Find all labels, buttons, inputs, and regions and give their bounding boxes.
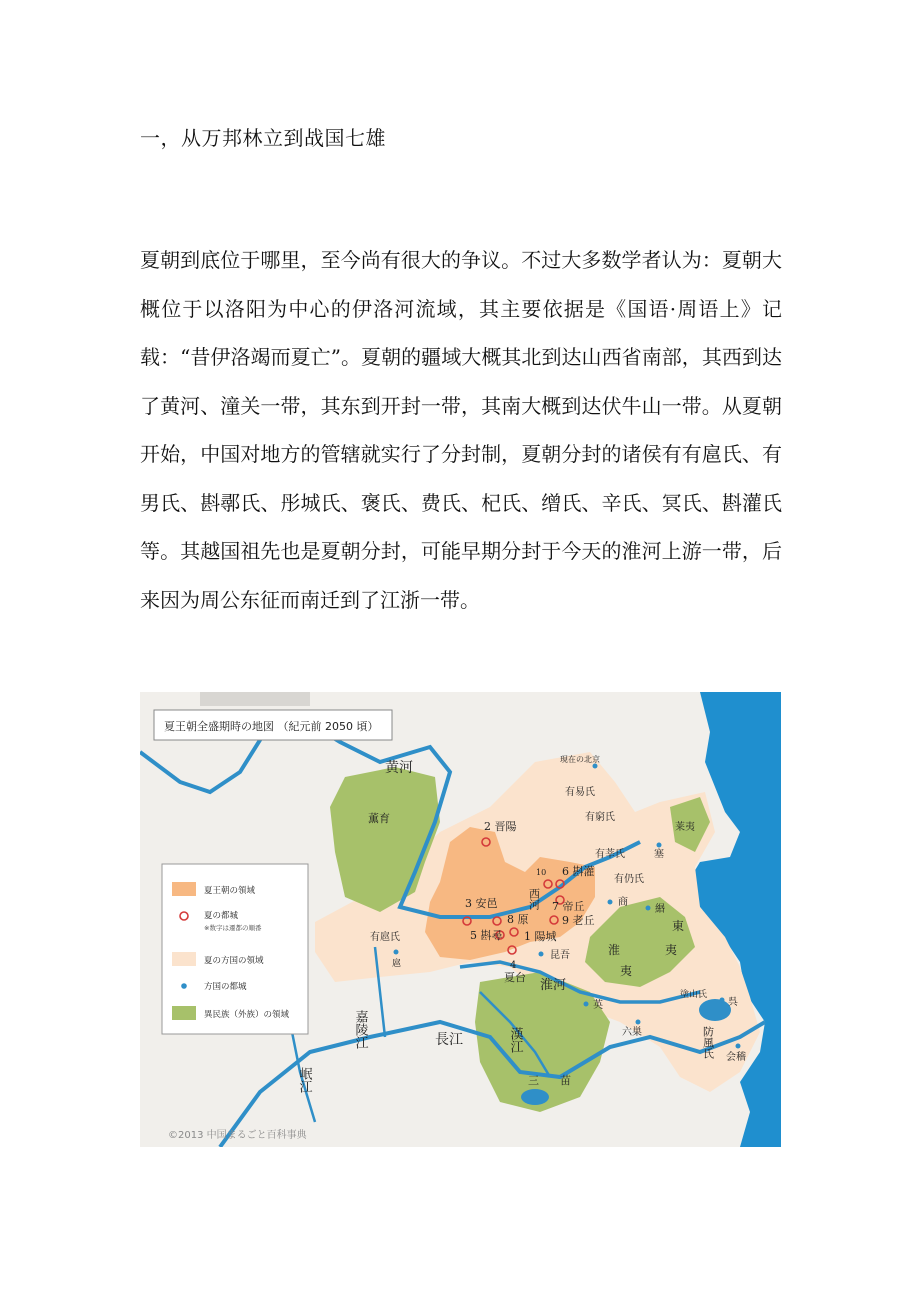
label-sanmiao-1: 三 [528, 1074, 539, 1087]
label-ying: 英 [593, 1000, 603, 1011]
capital-6-label: 6 斟灌 [562, 865, 595, 878]
label-wu: 呉 [728, 997, 738, 1008]
label-tushan: 塗山氏 [680, 990, 708, 1000]
legend-capital-note: ※数字は遷都の順番 [204, 924, 262, 932]
capital-4-num: 4 [510, 960, 517, 971]
legend-vassal-label: 夏の方国の領域 [204, 956, 264, 966]
legend-swatch-barbarian [172, 1006, 196, 1020]
wu-dot [720, 998, 725, 1003]
legend-barbarian-label: 異民族（外族）の領域 [204, 1010, 290, 1020]
map-copyright: ©2013 中国まるごと百科事典 [168, 1130, 307, 1141]
label-huaiyi: 淮 [608, 943, 621, 957]
legend-vassal-capital-icon [181, 983, 187, 989]
body-paragraph: 夏朝到底位于哪里，至今尚有很大的争议。不过大多数学者认为：夏朝大概位于以洛阳为中心的伊洛河流域，其主要依据是《国语·周语上》记载：“昔伊洛竭而夏亡”。夏朝的疆域大概其北到达山西省南部，其西到达了黄河、潼关一带，其东到开封一带，其南大概到达伏牛山一带。从夏朝开始，中国对地方的管辖就实行了分封制，夏朝分封的诸侯有有扈氏、有男氏、斟鄩氏、彤城氏、褒氏、费氏、杞氏、缯氏、辛氏、冥氏、斟灌氏等。其越国祖先也是夏朝分封，可能早期分封于今天的淮河上游一带，后来因为周公东征而南迁到了江浙一带。 [140, 248, 782, 612]
label-beijing: 現在の北京 [560, 755, 600, 764]
legend-swatch-xia [172, 882, 196, 896]
capital-4-name: 夏台 [504, 971, 526, 984]
label-youhu: 有扈氏 [370, 932, 400, 943]
legend-vassal-capital-label: 方国の都城 [204, 982, 247, 992]
sai-dot [657, 843, 662, 848]
capital-3-label: 3 安邑 [465, 897, 498, 910]
label-youqiong: 有窮氏 [585, 812, 615, 823]
label-huaihe: 淮河 [540, 978, 567, 993]
label-hu: 扈 [392, 959, 402, 969]
map-top-strip [200, 692, 310, 706]
label-huanghe: 黄河 [385, 760, 413, 776]
label-kunwu: 昆吾 [550, 950, 570, 961]
label-jialingjiang: 嘉陵江 [352, 1010, 368, 1049]
label-sai: 塞 [654, 849, 664, 860]
label-yi: 夷 [665, 943, 678, 957]
label-youshen: 有莘氏 [595, 849, 625, 860]
label-laiyi: 莱夷 [675, 822, 695, 833]
taihu-lake [699, 999, 731, 1021]
capital-2-label: 2 晋陽 [484, 820, 517, 833]
label-shang: 商 [618, 897, 628, 908]
map-title: 夏王朝全盛期時の地図 （紀元前 2050 頃） [164, 720, 379, 733]
label-hanjiang: 漢江 [507, 1027, 523, 1053]
label-youreng: 有仍氏 [614, 874, 644, 885]
ying-dot [584, 1002, 589, 1007]
capital-9-label: 9 老丘 [562, 914, 595, 927]
hu-dot [394, 950, 399, 955]
label-youyi: 有易氏 [565, 787, 595, 798]
capital-1-label: 1 陽城 [524, 930, 557, 943]
label-fangfeng: 防風氏 [701, 1026, 715, 1059]
label-kuaiji: 会稽 [726, 1052, 746, 1063]
label-changjiang: 長江 [435, 1032, 463, 1048]
kuaiji-dot [736, 1044, 741, 1049]
capital-8-label: 8 原 [507, 913, 529, 926]
label-xunyu: 薫育 [368, 812, 390, 825]
shang-dot [608, 900, 613, 905]
label-dongyi: 東 [672, 919, 685, 933]
ge-dot [646, 906, 651, 911]
capital-7-label: 7 帝丘 [552, 900, 585, 913]
kunwu-dot [539, 952, 544, 957]
label-ge: 緡 [655, 904, 665, 915]
label-yi2: 夷 [620, 964, 633, 978]
label-sanmiao-2: 苗 [560, 1074, 571, 1087]
legend-xia-label: 夏王朝の領域 [204, 886, 256, 896]
legend-capital-label: 夏の都城 [204, 911, 239, 921]
label-minjiang: 岷江 [296, 1067, 312, 1093]
capital-10-num: 10 [536, 868, 547, 877]
section-heading: 一，从万邦林立到战国七雄 [140, 126, 386, 150]
xia-dynasty-map [140, 692, 781, 1147]
liuchao-dot [636, 1020, 641, 1025]
dongting-lake [521, 1089, 549, 1105]
capital-10-name: 西河 [527, 888, 541, 910]
legend-swatch-vassal [172, 952, 196, 966]
label-liuchao: 六巣 [622, 1027, 642, 1038]
capital-5-label: 5 斟尋 [470, 929, 503, 942]
beijing-dot [593, 764, 598, 769]
